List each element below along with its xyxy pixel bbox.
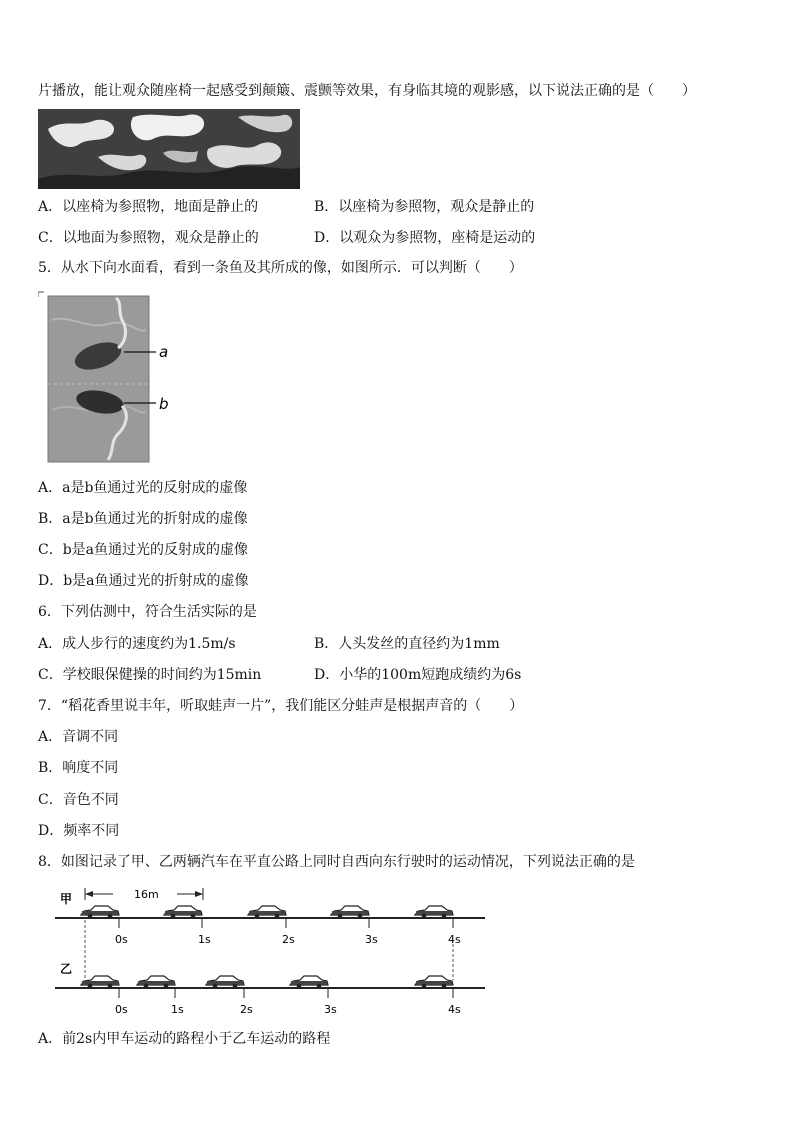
q7-option-b: B．响度不同 [38,760,119,776]
car-jia-0 [81,906,119,918]
car-jia-3 [331,906,369,918]
distance-label: 16m [134,888,159,901]
q7-option-a: A．音调不同 [38,729,119,745]
q5-option-d: D．b是a鱼通过光的折射成的虚像 [38,573,249,589]
car-jia-2 [248,906,286,918]
q6-option-d: D．小华的100m短跑成绩约为6s [314,667,522,683]
q7-option-c: C．音色不同 [38,792,119,808]
q8-stem: 8．如图记录了甲、乙两辆汽车在平直公路上同时自西向东行驶时的运动情况，下列说法正确的是 [38,854,635,870]
q5-stem: 5．从水下向水面看，看到一条鱼及其所成的像，如图所示．可以判断（ ） [38,260,523,276]
q6-stem: 6．下列估测中，符合生活实际的是 [38,604,257,620]
tick-yi-4s: 4s [448,1003,461,1016]
car-yi-4 [415,976,453,988]
car-yi-1 [137,976,175,988]
car-jia-1 [164,906,202,918]
q6-option-a: A．成人步行的速度约为1.5m/s [38,636,236,652]
q7-stem: 7．“稻花香里说丰年，听取蛙声一片”，我们能区分蛙声是根据声音的（ ） [38,698,524,714]
q5-option-a: A．a是b鱼通过光的反射成的虚像 [38,480,248,496]
q6-option-b: B．人头发丝的直径约为1mm [314,636,500,652]
q4-option-a: A．以座椅为参照物，地面是静止的 [38,199,259,215]
tick-jia-4s: 4s [448,933,461,946]
q5-option-b: B．a是b鱼通过光的折射成的虚像 [38,511,248,527]
tick-yi-0s: 0s [115,1003,128,1016]
fish-reflection-figure [38,290,188,465]
tick-jia-1s: 1s [198,933,211,946]
q4-option-d: D．以观众为参照物，座椅是运动的 [314,230,536,246]
car-yi-3 [290,976,328,988]
q7-option-d: D．频率不同 [38,823,120,839]
tick-jia-3s: 3s [365,933,378,946]
car-yi-0 [81,976,119,988]
question-4-stem-tail: 片播放，能让观众随座椅一起感受到颠簸、震颤等效果，有身临其境的观影感，以下说法正确的是（ ） [38,83,696,99]
tick-jia-2s: 2s [282,933,295,946]
label-a: a [159,343,169,361]
q5-option-c: C．b是a鱼通过光的反射成的虚像 [38,542,249,558]
label-b: b [159,395,169,413]
car-jia-4 [415,906,453,918]
label-jia: 甲 [60,892,73,906]
q4-option-c: C．以地面为参照物，观众是静止的 [38,230,259,246]
cinema-photo [38,109,300,189]
tick-jia-0s: 0s [115,933,128,946]
tick-yi-2s: 2s [240,1003,253,1016]
tick-yi-1s: 1s [171,1003,184,1016]
car-yi-2 [206,976,244,988]
q4-option-b: B．以座椅为参照物，观众是静止的 [314,199,535,215]
tick-yi-3s: 3s [324,1003,337,1016]
q8-option-a: A．前2s内甲车运动的路程小于乙车运动的路程 [38,1031,331,1047]
car-motion-figure [55,880,495,1020]
label-yi: 乙 [60,962,73,976]
q6-option-c: C．学校眼保健操的时间约为15min [38,667,262,683]
